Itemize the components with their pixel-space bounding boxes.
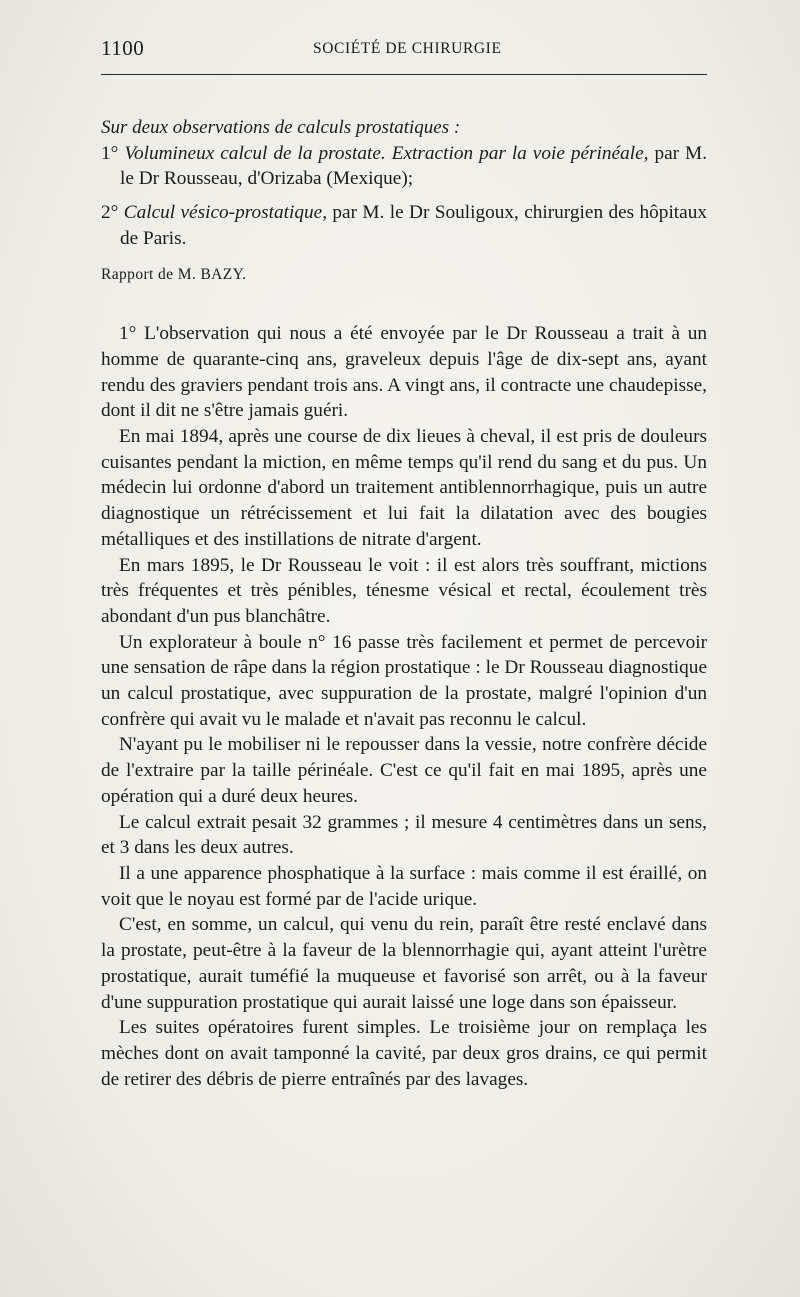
item-number: 2° bbox=[101, 202, 124, 224]
page-header bbox=[101, 36, 707, 60]
item-title: Volumineux calcul de la prostate. Extraction par la voie périnéale, bbox=[124, 142, 649, 164]
paragraph: 1° L'observation qui nous a été envoyée par le Dr Rousseau a trait à un homme de quarante-cinq ans, graveleux depuis l'âge de dix-sept ans, ayant rendu des graviers pendant trois ans. A vingt ans, il contracte une chaudepisse, dont il dit ne s'être jamais guéri. bbox=[101, 323, 707, 422]
item-title: Calcul vésico-prostatique, bbox=[123, 202, 328, 224]
page-number: 1100 bbox=[101, 36, 145, 60]
paragraph: Il a une apparence phosphatique à la surface : mais comme il est éraillé, on voit que le noyau est formé par de l'acide urique. bbox=[101, 862, 707, 910]
observation-item-2 bbox=[101, 200, 707, 251]
item-author: par M. le Dr Rousseau, d'Orizaba (Mexique); bbox=[120, 142, 708, 190]
paragraph: C'est, en somme, un calcul, qui venu du rein, paraît être resté enclavé dans la prostate, peut-être à la faveur de la blennorrhagie qui, ayant atteint l'urètre prostatique, aurait tuméfié la muqueuse et favorisé son arrêt, ou à la faveur d'une suppuration prostatique qui aurait laissé une loge dans son épaisseur. bbox=[101, 914, 707, 1013]
paragraph: En mai 1894, après une course de dix lieues à cheval, il est pris de douleurs cuisantes pendant la miction, en même temps qu'il rend du sang et du pus. Un médecin lui ordonne d'abord un traitement antiblennorrhagique, puis un autre diagnostique un rétrécissement et lui fait la dilatation avec des bougies métalliques et des instillations de nitrate d'argent. bbox=[101, 426, 707, 550]
report-heading: Rapport de M. BAZY. bbox=[101, 265, 247, 283]
item-author: par M. le Dr Souligoux, chirurgien des hôpitaux de Paris. bbox=[120, 202, 707, 249]
observation-item-1 bbox=[101, 141, 707, 192]
paragraph: En mars 1895, le Dr Rousseau le voit : il est alors très souffrant, mictions très fréquentes et très pénibles, ténesme vésical et rectal, écoulement très abondant d'un pus blanchâtre. bbox=[101, 554, 707, 627]
article-body bbox=[101, 115, 707, 1092]
paragraph: Un explorateur à boule n° 16 passe très facilement et permet de percevoir une sensation de râpe dans la région prostatique : le Dr Rousseau diagnostique un calcul prostatique, avec suppuration de la prostate, malgré l'opinion d'un confrère qui avait vu le malade et n'avait pas reconnu le calcul. bbox=[101, 631, 707, 730]
item-number: 1° bbox=[101, 142, 125, 164]
header-rule bbox=[101, 74, 707, 75]
running-title: SOCIÉTÉ DE CHIRURGIE bbox=[313, 40, 502, 57]
paragraph: Les suites opératoires furent simples. Le troisième jour on remplaça les mèches dont on avait tamponné la cavité, par deux gros drains, ce qui permit de retirer des débris de pierre entraînés par des lavages. bbox=[101, 1017, 707, 1090]
paragraph: Le calcul extrait pesait 32 grammes ; il mesure 4 centimètres dans un sens, et 3 dans les deux autres. bbox=[101, 811, 707, 859]
paragraph: N'ayant pu le mobiliser ni le repousser dans la vessie, notre confrère décide de l'extraire par la taille périnéale. C'est ce qu'il fait en mai 1895, après une opération qui a duré deux heures. bbox=[101, 734, 707, 807]
article-title: Sur deux observations de calculs prostatiques : bbox=[101, 117, 461, 138]
